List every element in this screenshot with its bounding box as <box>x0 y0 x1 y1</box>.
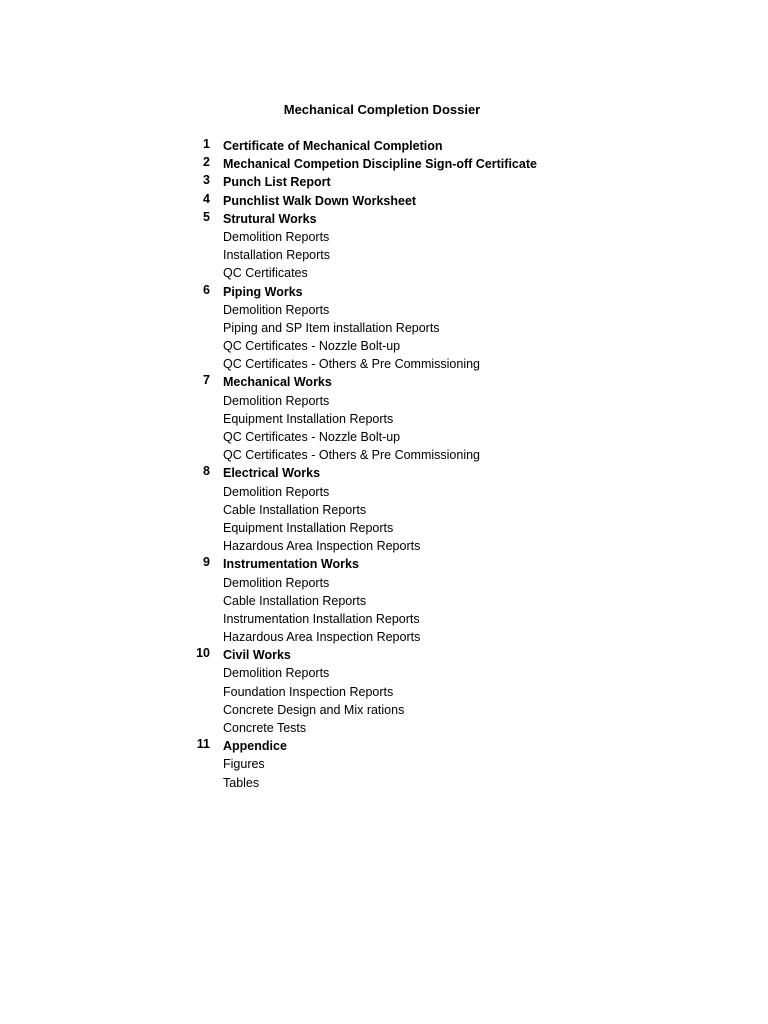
toc-subitem <box>0 755 768 773</box>
toc-item-label: Appendice <box>223 739 287 754</box>
toc-item-number: 6 <box>203 282 210 297</box>
toc-item-label: QC Certificates <box>223 266 308 281</box>
toc-item-label: Electrical Works <box>223 466 321 481</box>
toc-subitem <box>0 610 768 628</box>
toc-subitem <box>0 483 768 501</box>
toc-section-heading <box>0 555 768 573</box>
toc-subitem <box>0 628 768 646</box>
document-title: Mechanical Completion Dossier <box>283 102 481 117</box>
toc-subitem <box>0 319 768 337</box>
toc-item-label: QC Certificates - Others & Pre Commissioning <box>223 448 481 463</box>
toc-item-label: QC Certificates - Nozzle Bolt-up <box>223 430 401 444</box>
toc-item-label: Demolition Reports <box>223 229 330 244</box>
toc-item-label: Equipment Installation Reports <box>223 520 394 535</box>
toc-item-label: Demolition Reports <box>223 484 330 499</box>
toc-item-label: Strutural Works <box>223 211 317 226</box>
toc-subitem <box>0 537 768 555</box>
toc-item-number: 7 <box>203 373 210 388</box>
toc-subitem <box>0 774 768 792</box>
toc-subitem <box>0 392 768 410</box>
toc-item-label: Hazardous Area Inspection Reports <box>223 539 421 554</box>
toc-subitem <box>0 574 768 592</box>
toc-section-heading <box>0 155 768 173</box>
toc-section-heading <box>0 283 768 301</box>
toc-item-label: Certificate of Mechanical Completion <box>223 139 443 153</box>
toc-section-heading <box>0 137 768 155</box>
toc-item-label: Foundation Inspection Reports <box>223 684 394 699</box>
toc-item-label: Demolition Reports <box>223 666 330 681</box>
toc-subitem <box>0 264 768 282</box>
toc-item-number: 1 <box>203 137 210 151</box>
toc-subitem <box>0 337 768 355</box>
toc-item-label: QC Certificates - Nozzle Bolt-up <box>223 339 401 354</box>
toc-section-heading <box>0 173 768 191</box>
toc-item-label: Concrete Tests <box>223 721 307 735</box>
toc-item-number: 2 <box>203 155 210 170</box>
toc-section-heading <box>0 737 768 755</box>
toc-item-number: 11 <box>196 737 210 752</box>
toc-item-label: Equipment Installation Reports <box>223 411 394 426</box>
toc-item-label: Tables <box>223 775 260 790</box>
toc-item-number: 10 <box>196 646 210 661</box>
toc-subitem <box>0 592 768 610</box>
toc-item-number: 4 <box>203 191 210 206</box>
toc-subitem <box>0 410 768 428</box>
toc-item-label: Figures <box>223 757 265 772</box>
toc-item-label: Demolition Reports <box>223 575 330 590</box>
toc-section-heading <box>0 646 768 664</box>
toc-item-label: Cable Installation Reports <box>223 593 367 608</box>
toc-subitem <box>0 228 768 246</box>
toc-item-label: Installation Reports <box>223 248 331 263</box>
toc-item-number: 8 <box>203 464 210 479</box>
toc-section-heading <box>0 192 768 210</box>
toc-item-label: Punch List Report <box>223 175 331 190</box>
toc-item-label: Cable Installation Reports <box>223 502 367 517</box>
toc-subitem <box>0 355 768 373</box>
toc-section-heading <box>0 464 768 482</box>
toc-subitem <box>0 501 768 519</box>
toc-section-heading <box>0 210 768 228</box>
toc-subitem <box>0 701 768 719</box>
toc-subitem <box>0 246 768 264</box>
toc-item-label: Demolition Reports <box>223 393 330 408</box>
toc-item-label: QC Certificates - Others & Pre Commissioning <box>223 357 481 372</box>
toc-item-label: Hazardous Area Inspection Reports <box>223 630 421 645</box>
toc-item-label: Punchlist Walk Down Worksheet <box>223 193 417 208</box>
toc-item-label: Instrumentation Installation Reports <box>223 611 420 626</box>
toc-item-label: Civil Works <box>223 648 291 663</box>
toc-subitem <box>0 664 768 682</box>
toc-item-label: Instrumentation Works <box>223 557 359 572</box>
toc-item-label: Piping Works <box>223 284 303 299</box>
toc-section-heading <box>0 373 768 391</box>
toc-item-number: 9 <box>203 555 210 570</box>
table-of-contents <box>0 137 768 792</box>
toc-subitem <box>0 519 768 537</box>
toc-item-label: Mechanical Works <box>223 375 332 390</box>
toc-subitem <box>0 301 768 319</box>
toc-subitem <box>0 446 768 464</box>
toc-item-label: Mechanical Competion Discipline Sign-off Certificate <box>223 157 537 172</box>
toc-subitem <box>0 719 768 737</box>
toc-item-label: Demolition Reports <box>223 302 330 317</box>
toc-item-label: Piping and SP Item installation Reports <box>223 320 440 335</box>
toc-item-label: Concrete Design and Mix rations <box>223 702 405 717</box>
toc-item-number: 5 <box>203 209 210 224</box>
toc-subitem <box>0 428 768 446</box>
toc-item-number: 3 <box>203 173 210 188</box>
toc-subitem <box>0 683 768 701</box>
